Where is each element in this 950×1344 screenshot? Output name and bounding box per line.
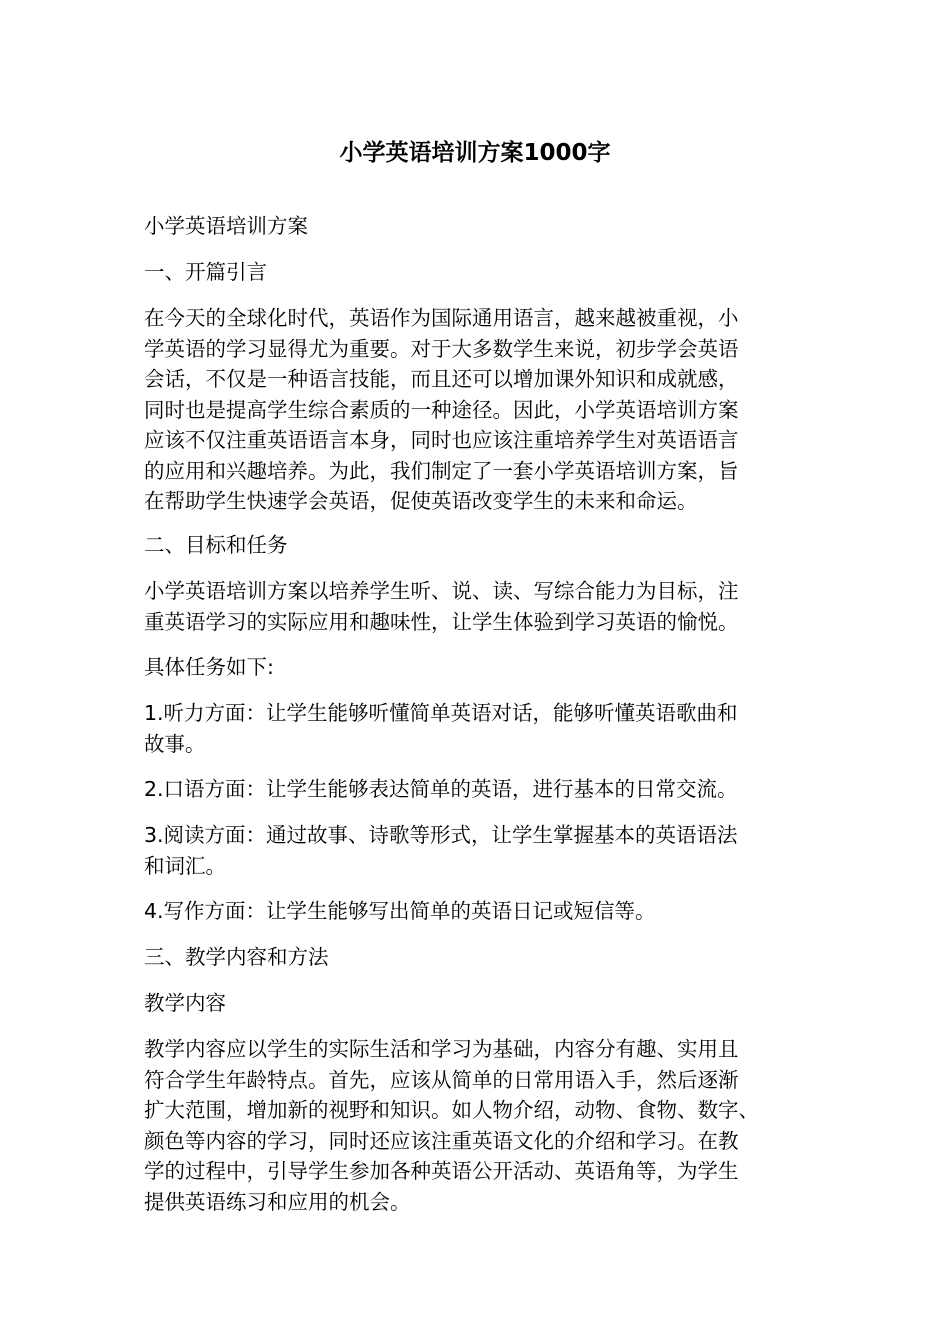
task-1 — [144, 698, 812, 759]
doc-subtitle — [144, 211, 812, 242]
text-line: 具体任务如下: — [144, 655, 274, 679]
text-line: 4.写作方面：让学生能够写出简单的英语日记或短信等。 — [144, 899, 656, 923]
task-3 — [144, 820, 812, 881]
text-line: 3.阅读方面：通过故事、诗歌等形式，让学生掌握基本的英语语法 — [144, 823, 738, 847]
heading-1 — [144, 257, 812, 288]
goals-paragraph — [144, 576, 812, 637]
document-title: 小学英语培训方案1000字 — [339, 140, 611, 166]
text-line: 颜色等内容的学习，同时还应该注重英语文化的介绍和学习。在教 — [144, 1128, 739, 1153]
text-line: 和词汇。 — [144, 853, 226, 878]
text-line: 扩大范围，增加新的视野和知识。如人物介绍，动物、食物、数字、 — [144, 1098, 759, 1122]
text-line: 在帮助学生快速学会英语，促使英语改变学生的未来和命运。 — [144, 489, 698, 513]
text-line: 二、目标和任务 — [144, 533, 288, 557]
text-line: 在今天的全球化时代，英语作为国际通用语言，越来越被重视，小 — [144, 306, 739, 330]
text-line: 2.口语方面：让学生能够表达简单的英语，进行基本的日常交流。 — [144, 777, 738, 801]
text-line: 符合学生年龄特点。首先，应该从简单的日常用语入手，然后逐渐 — [144, 1067, 739, 1092]
text-line: 学英语的学习显得尤为重要。对于大多数学生来说，初步学会英语 — [144, 336, 739, 361]
text-line: 的应用和兴趣培养。为此，我们制定了一套小学英语培训方案，旨 — [144, 458, 739, 483]
text-line: 教学内容 — [144, 991, 226, 1015]
subheading-content — [144, 988, 812, 1019]
text-line: 提供英语练习和应用的机会。 — [144, 1189, 411, 1214]
text-line: 应该不仅注重英语语言本身，同时也应该注重培养学生对英语语言 — [144, 428, 739, 452]
text-line: 重英语学习的实际应用和趣味性，让学生体验到学习英语的愉悦。 — [144, 609, 739, 634]
text-line: 小学英语培训方案 — [144, 214, 308, 238]
heading-2 — [144, 530, 812, 561]
task-2 — [144, 774, 812, 805]
text-line: 故事。 — [144, 731, 206, 756]
text-line: 三、教学内容和方法 — [144, 945, 329, 969]
text-line: 会话，不仅是一种语言技能，而且还可以增加课外知识和成就感， — [144, 367, 739, 391]
heading-3 — [144, 942, 812, 973]
task-4 — [144, 896, 812, 927]
text-line: 1.听力方面：让学生能够听懂简单英语对话，能够听懂英语歌曲和 — [144, 701, 738, 725]
text-line: 同时也是提高学生综合素质的一种途径。因此，小学英语培训方案 — [144, 397, 739, 422]
text-line: 一、开篇引言 — [144, 260, 267, 284]
content-paragraph — [144, 1034, 812, 1217]
text-line: 学的过程中，引导学生参加各种英语公开活动、英语角等，为学生 — [144, 1159, 739, 1183]
text-line: 教学内容应以学生的实际生活和学习为基础，内容分有趣、实用且 — [144, 1037, 739, 1061]
text-line: 小学英语培训方案以培养学生听、说、读、写综合能力为目标，注 — [144, 579, 739, 603]
intro-paragraph — [144, 303, 812, 517]
tasks-intro — [144, 652, 812, 683]
